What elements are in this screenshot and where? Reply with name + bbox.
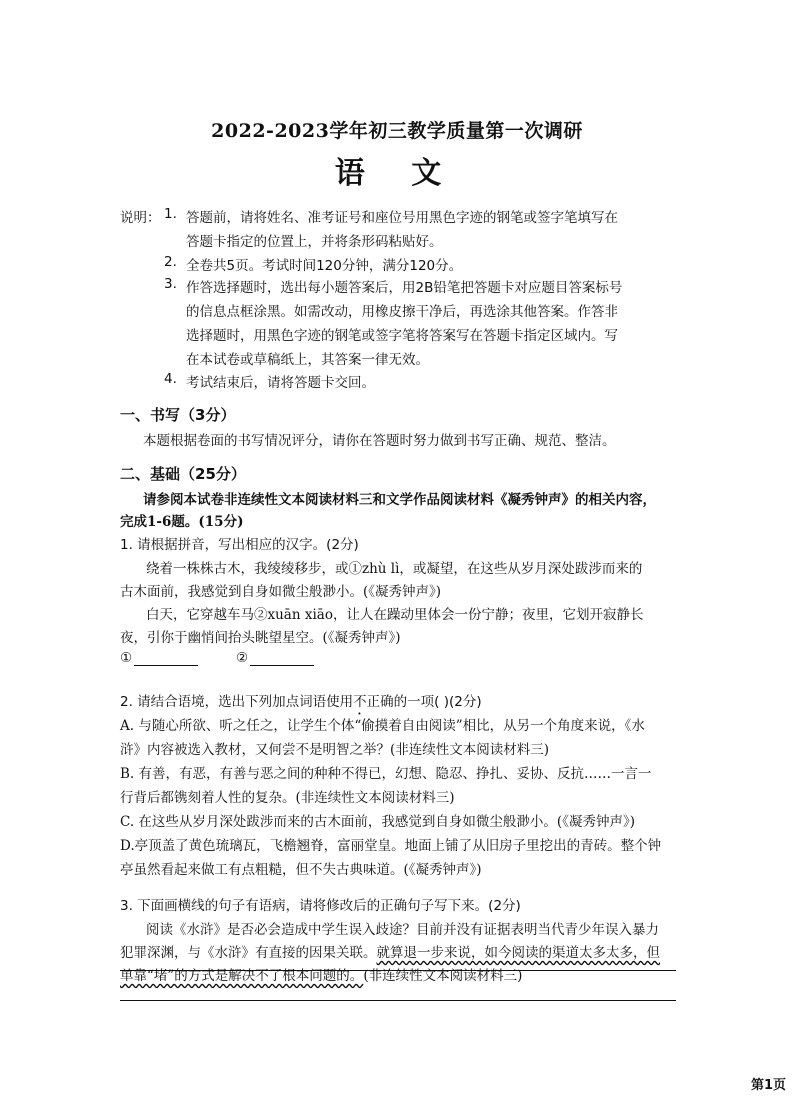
instruction-3-line: 的信息点框涂黑。如需改动，用橡皮擦干净后，再选涂其他答案。作答非 [186, 304, 618, 320]
option-d-line: D.亭顶盖了黄色琉璃瓦，飞檐翘脊，富丽堂皇。地面上铺了从旧房子里挖出的青砖。整个钟 [120, 838, 662, 854]
question-3-text: (非连续性文本阅读材料三) [363, 968, 523, 984]
section-1-heading: 一、书写（3分） [120, 406, 236, 424]
answer-blank-1[interactable] [120, 650, 198, 666]
option-a-line: A. 与随心所欲、听之任之，让学生个体“偷摸着自由阅读”相比，从另一个角度来说，《水 [120, 718, 645, 734]
option-b-line: 行背后都镌刻着人性的复杂。(非连续性文本阅读材料三) [120, 790, 455, 806]
question-2-stem-part: 正确的一项( )(2分) [366, 694, 482, 710]
instruction-3-line: 作答选择题时，选出每小题答案后，用2B铅笔把答题卡对应题目答案标号 [186, 280, 623, 296]
instructions-label: 说明： [120, 210, 161, 226]
instruction-1-line: 答题卡指定的位置上，并将条形码粘贴好。 [186, 234, 443, 250]
question-3-stem: 3. 下面画横线的句子有语病，请将修改后的正确句子写下来。(2分) [120, 898, 521, 914]
answer-line-2[interactable] [120, 1000, 676, 1001]
option-c-line: C. 在这些从岁月深处跋涉而来的古木面前，我感觉到自身如微尘般渺小。(《凝秀钟声》) [120, 814, 635, 830]
instruction-4-line: 考试结束后，请将答题卡交回。 [186, 375, 375, 391]
instruction-3-line: 在本试卷或草稿纸上，其答案一律无效。 [186, 352, 429, 368]
answer-blank-2-label: ② [236, 650, 249, 666]
answer-line-1[interactable] [120, 970, 676, 971]
instruction-2-line: 全卷共5页。考试时间120分钟，满分120分。 [186, 258, 463, 274]
option-b-line: B. 有善，有恶，有善与恶之间的种种不得已，幻想、隐忍、挣扎、妥协、反抗……一言一 [120, 766, 652, 782]
answer-blank-1-label: ① [120, 650, 133, 666]
question-3-underlined-sentence: 单靠“堵”的方式是解决不了根本问题的。 [120, 968, 364, 984]
question-1-passage-line: 绕着一株株古木，我绫绫移步，或①zhù lì，或凝望，在这些从岁月深处跋涉而来的 [146, 561, 643, 577]
answer-blank-2-line[interactable] [250, 651, 314, 666]
section-1-text: 本题根据卷面的书写情况评分，请你在答题时努力做到书写正确、规范、整洁。 [143, 433, 616, 449]
question-3-underlined-sentence: 就算退一步来说，如今阅读的渠道太多太多，但 [376, 945, 660, 961]
option-a-line: 浒》内容被选入教材，又何尝不是明智之举？(非连续性文本阅读材料三) [120, 742, 550, 758]
question-2-stem-part: 2. 请结合语境，选出下列加点词语使用 [120, 694, 354, 710]
question-3-passage-line [120, 964, 522, 984]
exam-title: 2022-2023学年初三教学质量第一次调研 [211, 120, 583, 142]
question-3-passage-line: 阅读《水浒》是否必会造成中学生误入歧途？目前并没有证据表明当代青少年误入暴力 [146, 922, 659, 938]
question-1-passage-line: 白天，它穿越车马②xuān xiāo，让人在躁动里体会一份宁静；夜里，它划开寂静长 [146, 607, 644, 623]
question-1-stem: 1. 请根据拼音，写出相应的汉字。(2分) [120, 537, 359, 553]
section-2-intro-line: 完成1-6题。(15分) [120, 514, 244, 530]
answer-blank-1-line[interactable] [134, 651, 198, 666]
question-1-passage-line: 夜，引你于幽悄间抬头眺望星空。(《凝秀钟声》) [120, 630, 401, 646]
instruction-1-num: 1. [164, 206, 177, 222]
subject-title: 语 文 [334, 156, 460, 191]
section-2-heading: 二、基础（25分） [120, 465, 246, 483]
question-1-passage-line: 古木面前，我感觉到自身如微尘般渺小。(《凝秀钟声》) [120, 584, 442, 600]
instruction-3-num: 3. [164, 276, 177, 292]
question-2-stem-emphasis: 不 [353, 694, 367, 710]
instruction-1-line: 答题前，请将姓名、准考证号和座位号用黑色字迹的钢笔或签字笔填写在 [186, 210, 618, 226]
answer-blank-2[interactable] [236, 650, 314, 666]
instruction-2-num: 2. [164, 254, 177, 270]
question-3-passage-line [120, 941, 660, 961]
page-number: 第1页 [750, 1078, 786, 1093]
question-3-text: 犯罪深渊，与《水浒》有直接的因果关联。 [120, 945, 377, 961]
option-d-line: 亭虽然看起来做工有点粗糙，但不失古典味道。(《凝秀钟声》) [120, 862, 482, 878]
instruction-4-num: 4. [164, 371, 177, 387]
instruction-3-line: 选择题时，用黑色字迹的钢笔或签字笔将答案写在答题卡指定区域内。写 [186, 328, 618, 344]
section-2-intro-line: 请参阅本试卷非连续性文本阅读材料三和文学作品阅读材料《凝秀钟声》的相关内容， [143, 492, 656, 508]
